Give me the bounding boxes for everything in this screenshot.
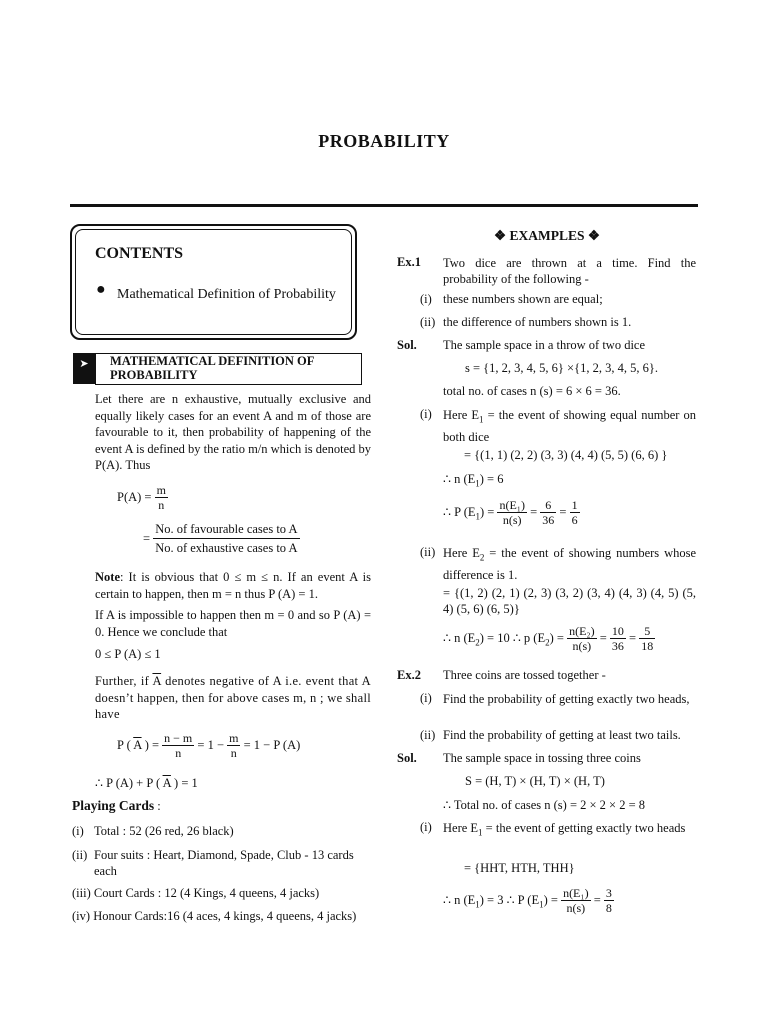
- intro-paragraph: Let there are n exhaustive, mutually exclusive and equally likely cases for an event A and m of those are favourable to it, then probability of happening of the event A is defined by the ratio m/n which is denoted by P(A). Thus: [95, 392, 371, 472]
- sol2-i-num: (i): [420, 820, 432, 834]
- impossible-paragraph: If A is impossible to happen then m = 0 and so P (A) = 0. Hence we conclude that: [95, 608, 371, 639]
- sol2-i-probability: ∴ n $(E_1) = 3$ ∴ P $(E_1)$ = $\frac{\text{n(E₁)}}{n(s)}$ = $\frac{3}{8}$: [443, 886, 612, 915]
- list-item: (iv) Honour Cards:16 (4 aces, 4 kings, 4 queens, 4 jacks): [72, 909, 357, 923]
- sol1-sample-space: s = {1, 2, 3, 4, 5, 6} ×{1, 2, 3, 4, 5, 6}.: [465, 361, 658, 375]
- formula-pa: P(A) = $\frac{m}{n}$: [117, 483, 166, 512]
- ex2-label: Ex.2: [397, 668, 421, 682]
- sol2-sample-space: S = (H, T) × (H, T) × (H, T): [465, 774, 605, 788]
- therefore-formula: ∴ P (A) + P ( $\overline{A}$ ) = 1: [95, 776, 198, 790]
- sol2-i-set: = {HHT, HTH, THH}: [464, 861, 575, 875]
- ex1-ii-text: the difference of numbers shown is 1.: [443, 315, 632, 329]
- complement-formula: P ( $\overline{A}$ ) = $\frac{n - m}{n}$ = 1 − $\frac{m}{n}$ = 1 − P (A): [117, 731, 301, 760]
- bullet-icon: ●: [96, 281, 106, 298]
- sol1-ii-text: Here $E_2$ = the event of showing numbers whose difference is 1.: [443, 546, 697, 582]
- list-item: (i) Total : 52 (26 red, 26 black): [72, 824, 234, 838]
- sol2-i-text: Here $E_1$ = the event of getting exactly two heads: [443, 821, 686, 838]
- sol2-label: Sol.: [397, 751, 417, 765]
- ex1-label: Ex.1: [397, 255, 421, 269]
- note-paragraph: Note: It is obvious that 0 ≤ m ≤ n. If an event A is certain to happen, then m = n thus P (A) = 1.: [95, 570, 371, 601]
- arrow-icon: ➤: [73, 353, 95, 384]
- ex2-ii-text: Find the probability of getting at least two tails.: [443, 728, 681, 742]
- title-rule: [70, 204, 698, 207]
- ex2-text: Three coins are tossed together -: [443, 668, 606, 682]
- range-formula: 0 ≤ P (A) ≤ 1: [95, 647, 161, 661]
- examples-heading: ❖ EXAMPLES ❖: [494, 228, 600, 243]
- playing-cards-heading: Playing Cards :: [72, 798, 161, 813]
- sol1-i-count: ∴ n $(E_1) = 6$: [443, 472, 504, 489]
- sol1-i-num: (i): [420, 407, 432, 421]
- sol1-text: The sample space in a throw of two dice: [443, 338, 646, 352]
- sol2-text: The sample space in tossing three coins: [443, 751, 641, 765]
- ex1-ii-num: (ii): [420, 315, 436, 329]
- page-title: PROBABILITY: [318, 131, 450, 151]
- section-heading: MATHEMATICAL DEFINITION OF PROBABILITY: [110, 354, 314, 382]
- ex1-i-text: these numbers shown are equal;: [443, 292, 603, 306]
- sol1-i-probability: ∴ P $(E_1)$ = $\frac{\text{n(E₁)}}{n(s)}$ = $\frac{6}{36}$ = $\frac{1}{6}$: [443, 498, 578, 527]
- sol1-ii-probability: ∴ n $(E_2) = 10$ ∴ p $(E_2)$ = $\frac{\text{n(E₂)}}{n(s)}$ = $\frac{10}{36}$ = $\frac{5}{18}$: [443, 624, 654, 653]
- ex2-i-num: (i): [420, 691, 432, 705]
- further-paragraph: Further, if $\overline{A}$ denotes negative of A i.e. event that A doesn’t happen, then for above cases m, n ; we shall have: [95, 674, 371, 721]
- list-item: (ii) Four suits : Heart, Diamond, Spade, Club - 13 cards each: [72, 848, 354, 878]
- sol1-ii-set: = {(1, 2) (2, 1) (2, 3) (3, 2) (3, 4) (4, 3) (4, 5) (5, 4) (5, 6) (6, 5)}: [443, 586, 696, 616]
- sol1-ii-num: (ii): [420, 545, 436, 559]
- formula-favourable: = $\frac{\text{No. of favourable cases to A}}{\text{No. of exhaustive cases to A}}$: [143, 522, 298, 555]
- contents-heading: CONTENTS: [95, 245, 184, 262]
- sol1-i-set: = {(1, 1) (2, 2) (3, 3) (4, 4) (5, 5) (6, 6) }: [464, 448, 668, 462]
- ex1-i-num: (i): [420, 292, 432, 306]
- contents-item: Mathematical Definition of Probability: [117, 287, 336, 302]
- ex2-i-text: Find the probability of getting exactly two heads,: [443, 692, 690, 706]
- sol2-total: ∴ Total no. of cases n (s) = 2 × 2 × 2 = 8: [443, 798, 646, 812]
- ex1-text: Two dice are thrown at a time. Find the probability of the following -: [443, 256, 696, 286]
- list-item: (iii) Court Cards : 12 (4 Kings, 4 queens, 4 jacks): [72, 886, 320, 900]
- ex2-ii-num: (ii): [420, 728, 436, 742]
- sol1-total: total no. of cases n (s) = 6 × 6 = 36.: [443, 384, 621, 398]
- sol1-label: Sol.: [397, 338, 417, 352]
- sol1-i-text: Here $E_1$ = the event of showing equal number on both dice: [443, 408, 697, 444]
